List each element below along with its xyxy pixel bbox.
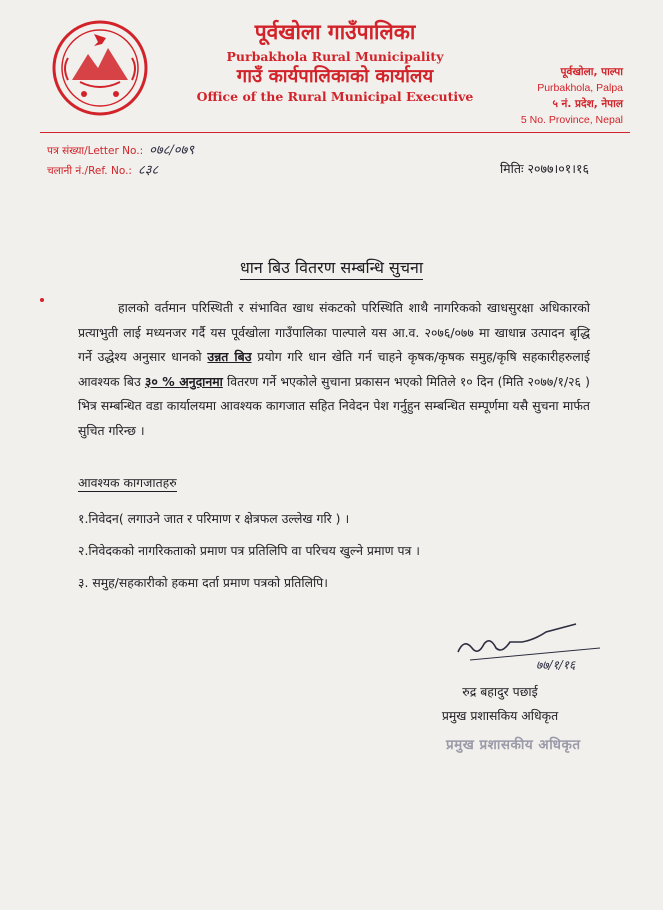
reference-number-value: ८३८ (137, 163, 159, 178)
margin-mark (40, 298, 44, 302)
municipality-name-np: पूर्वखोला गाउँपालिका (254, 20, 416, 44)
letter-number (47, 140, 194, 158)
province-en: 5 No. Province, Nepal (520, 114, 623, 126)
signature-icon (450, 618, 610, 678)
letter-number-value: ०७८/०७९ (149, 143, 195, 158)
official-stamp: प्रमुख प्रशासकीय अधिकृत (446, 737, 581, 753)
notice-body (78, 296, 590, 443)
province-np: ५ नं. प्रदेश, नेपाल (552, 98, 623, 110)
signatory-title: प्रमुख प्रशासकिय अधिकृत (441, 708, 559, 723)
notice-body-part3: वितरण गर्ने भएकोले सुचाना प्रकासन भएको मितिले १० दिन (मिति २०७७/१/२६ ) भित्र सम्बन्धित वडा कार्यालयमा आवश्यक कागजात सहित निवेदन पेश गर्नुहुन सम्बन्धित सम्पूर्णमा यसै सुचना मार्फत सुचित गरिन्छ । (78, 373, 590, 438)
signatory-name: रुद्र बहादुर पछाई (462, 684, 538, 699)
notice-body-highlight-subsidy: ३० % अनुदानमा (144, 373, 223, 389)
requirement-item: २.निवेदकको नागरिकताको प्रमाण पत्र प्रतिलिपि वा परिचय खुल्ने प्रमाण पत्र । (78, 543, 420, 558)
municipality-name-en: Purbakhola Rural Municipality (226, 49, 444, 64)
signature-date: ७७/१/१६ (536, 658, 576, 672)
signatory-block (420, 680, 580, 728)
letterhead-address-block (521, 64, 623, 128)
notice-body-part1: हालको वर्तमान परिस्थिती र संभावित खाध संकटको परिस्थिति शाथै नागरिकको खाधसुरक्षा अधिकारको प्रत्याभुती लाई मध्यनजर गर्दै यस पूर्वखोला गाउँपालिका पाल्पाले यस आ.व. २०७६/०७७ मा खाधान्न उत्पादन बृद्धि गर्ने उद्धेश्य अनुसार धानको (78, 300, 590, 364)
header-divider (40, 132, 630, 133)
office-name-np: गाउँ कार्यपालिकाको कार्यालय (236, 66, 434, 87)
notice-title (0, 256, 663, 278)
notice-title-text: धान बिउ वितरण सम्बन्धि सुचना (240, 258, 423, 280)
requirements-heading: आवश्यक कागजातहरु (78, 475, 177, 490)
nepal-emblem-icon (50, 18, 150, 118)
address-np: पूर्वखोला, पाल्पा (560, 66, 623, 78)
reference-number (47, 160, 158, 178)
requirement-item: १.निवेदन( लगाउने जात र परिमाण र क्षेत्रफल उल्लेख गरि ) । (78, 511, 350, 526)
letterhead-title-block (170, 20, 500, 106)
office-name-en: Office of the Rural Municipal Executive (196, 89, 474, 104)
requirement-item: ३. समुह/सहकारीको हकमा दर्ता प्रमाण पत्रको प्रतिलिपि। (78, 575, 328, 590)
letter-date: मितिः २०७७।०१।१६ (499, 161, 589, 176)
notice-body-highlight-seed: उन्नत बिउ (207, 349, 252, 364)
letter-number-label: पत्र संख्या/Letter No.: (47, 145, 144, 157)
notice-body-part2: प्रयोग गरि धान खेति गर्न चाहने कृषक/कृषक समुह/कृषि सहकारीहरुलाई आवश्यक बिउ (78, 349, 590, 389)
address-en: Purbakhola, Palpa (537, 82, 623, 94)
reference-number-label: चलानी नं./Ref. No.: (47, 165, 132, 177)
